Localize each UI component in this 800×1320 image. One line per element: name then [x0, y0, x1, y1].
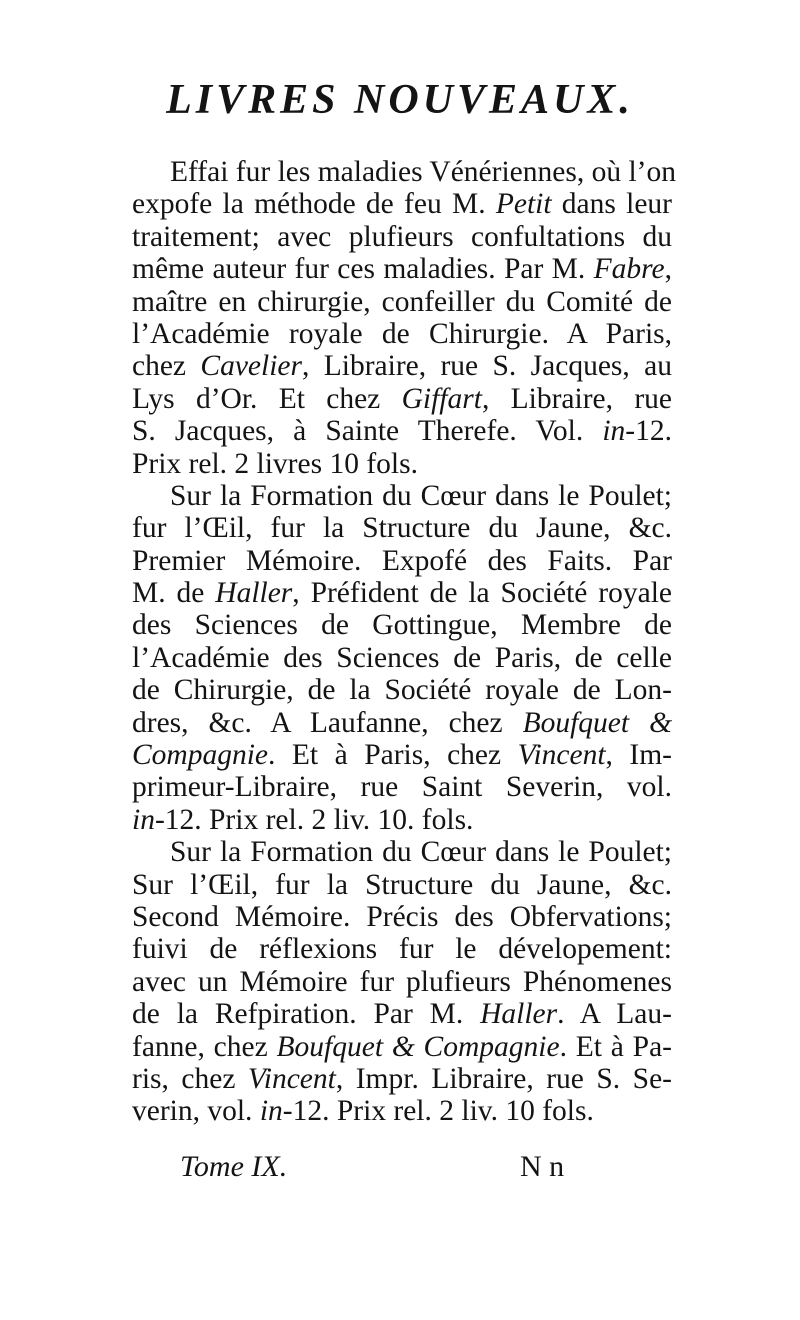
text-line: in-12. Prix rel. 2 liv. 10. fols. — [132, 803, 474, 836]
italic-text: Petit — [495, 188, 552, 221]
text-line: de la Refpiration. Par M. Haller. A Lau- — [132, 998, 672, 1031]
text-line: Sur la Formation du Cœur dans le Poulet; — [170, 479, 672, 512]
italic-text: Fabre — [593, 253, 665, 286]
book-entry — [132, 156, 676, 480]
text-line: des Sciences de Gottingue, Membre de — [132, 609, 672, 642]
book-entry — [132, 480, 672, 836]
text-line: fanne, chez Boufquet & Compagnie. Et à Pa- — [132, 1030, 672, 1063]
page-body — [132, 156, 676, 1128]
text-line: primeur-Libraire, rue Saint Severin, vol. — [132, 771, 672, 804]
text-line: fuivi de réflexions fur le dévelopement: — [132, 933, 672, 966]
text-line: Sur la Formation du Cœur dans le Poulet; — [170, 836, 672, 869]
text-line: fur l’Œil, fur la Structure du Jaune, &c. — [132, 512, 672, 545]
text-line: Prix rel. 2 livres 10 fols. — [132, 447, 418, 480]
text-line: dres, &c. A Laufanne, chez Boufquet & — [132, 706, 673, 739]
text-line: Second Mémoire. Précis des Obfervations; — [132, 900, 672, 933]
text-line: S. Jacques, à Sainte Therefe. Vol. in-12. — [132, 415, 672, 448]
italic-text: Giffart — [401, 382, 482, 415]
italic-text: in — [132, 803, 155, 836]
text-line: l’Académie des Sciences de Paris, de celle — [132, 641, 672, 674]
volume-label: Tome IX. — [180, 1150, 288, 1183]
text-line: M. de Haller, Préfident de la Société royale — [132, 577, 672, 610]
text-line: expofe la méthode de feu M. Petit dans leur — [132, 188, 672, 221]
italic-text: Haller — [480, 998, 558, 1031]
book-entry — [132, 836, 672, 1128]
text-line: chez Cavelier, Libraire, rue S. Jacques, au — [132, 350, 673, 383]
signature-mark: N n — [520, 1150, 565, 1183]
text-line: l’Académie royale de Chirurgie. A Paris, — [132, 317, 672, 350]
italic-text: Vincent — [517, 739, 606, 772]
italic-text: Cavelier — [200, 350, 302, 383]
text-line: Lys d’Or. Et chez Giffart, Libraire, rue — [132, 382, 672, 415]
text-line: de Chirurgie, de la Société royale de Lon- — [132, 674, 672, 707]
italic-text: Boufquet & Compagnie — [276, 1030, 560, 1063]
text-line: verin, vol. in-12. Prix rel. 2 liv. 10 fols. — [132, 1095, 594, 1128]
text-line: avec un Mémoire fur plufieurs Phénomenes — [132, 965, 672, 998]
page-title: LIVRES NOUVEAUX. — [166, 77, 634, 123]
text-line: Compagnie. Et à Paris, chez Vincent, Im- — [132, 739, 672, 772]
italic-text: in — [259, 1095, 283, 1128]
italic-text: Boufquet & — [522, 706, 673, 739]
text-line: ris, chez Vincent, Impr. Libraire, rue S. Se- — [132, 1062, 672, 1095]
italic-text: Haller — [215, 577, 293, 610]
italic-text: Compagnie — [132, 739, 269, 772]
text-line: Premier Mémoire. Expofé des Faits. Par — [132, 544, 672, 577]
text-line: traitement; avec plufieurs confultations du — [132, 220, 672, 253]
text-line: Sur l’Œil, fur la Structure du Jaune, &c. — [132, 868, 672, 901]
italic-text: Vincent — [247, 1062, 336, 1095]
page-footer — [180, 1150, 600, 1184]
text-line: maître en chirurgie, confeiller du Comité de — [132, 285, 672, 318]
italic-text: in — [602, 415, 626, 448]
text-line: Effai fur les maladies Vénériennes, où l’on — [170, 156, 676, 188]
text-line: même auteur fur ces maladies. Par M. Fabre, — [132, 253, 672, 286]
